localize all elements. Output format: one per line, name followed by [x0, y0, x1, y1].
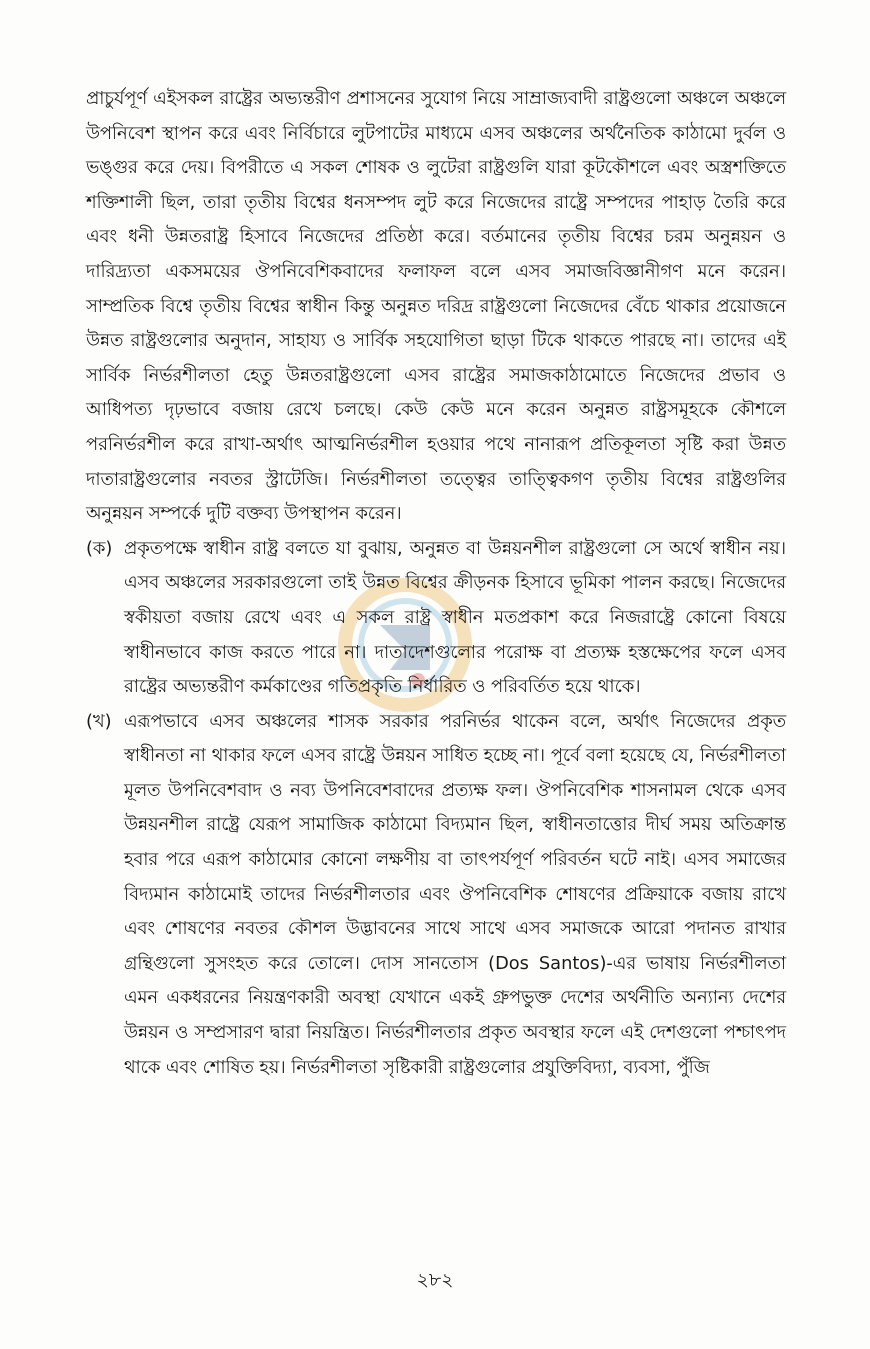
list-item-kha — [86, 705, 786, 1086]
list-marker: (খ) — [86, 710, 112, 732]
page-content — [86, 82, 786, 1085]
list-item-ka — [86, 532, 786, 705]
intro-paragraph: প্রাচুর্যপূর্ণ এইসকল রাষ্ট্রের অভ্যন্তরীণ প্রশাসনের সুযোগ নিয়ে সাম্রাজ্যবাদী রাষ্ট্রগুলো অঞ্চলে অঞ্চলে উপনিবেশ স্থাপন করে এবং নির্বিচারে লুটপাটের মাধ্যমে এসব অঞ্চলের অর্থনৈতিক কাঠামো দুর্বল ও ভঙ্গুর করে দেয়। বিপরীতে এ সকল শোষক ও লুটেরা রাষ্ট্রগুলি যারা কূটকৌশলে এবং অস্ত্রশক্তিতে শক্তিশালী ছিল, তারা তৃতীয় বিশ্বের ধনসম্পদ লুট করে নিজেদের রাষ্ট্রে সম্পদের পাহাড় তৈরি করে এবং ধনী উন্নতরাষ্ট্র হিসাবে নিজেদের প্রতিষ্ঠা করে। বর্তমানের তৃতীয় বিশ্বের চরম অনুন্নয়ন ও দারিদ্র্যতা একসময়ের ঔপনিবেশিকবাদের ফলাফল বলে এসব সমাজবিজ্ঞানীগণ মনে করেন। সাম্প্রতিক বিশ্বে তৃতীয় বিশ্বের স্বাধীন কিন্তু অনুন্নত দরিদ্র রাষ্ট্রগুলো নিজেদের বেঁচে থাকার প্রয়োজনে উন্নত রাষ্ট্রগুলোর অনুদান, সাহায্য ও সার্বিক সহযোগিতা ছাড়া টিকে থাকতে পারছে না। তাদের এই সার্বিক নির্ভরশীলতা হেতু উন্নতরাষ্ট্রগুলো এসব রাষ্ট্রের সমাজকাঠামোতে নিজেদের প্রভাব ও আধিপত্য দৃঢ়ভাবে বজায় রেখে চলছে। কেউ কেউ মনে করেন অনুন্নত রাষ্ট্রসমূহকে কৌশলে পরনির্ভরশীল করে রাখা-অর্থাৎ আত্মনির্ভরশীল হওয়ার পথে নানারূপ প্রতিকূলতা সৃষ্টি করা উন্নত দাতারাষ্ট্রগুলোর নবতর স্ট্রাটেজি। নির্ভরশীলতা তত্ত্বের তাত্ত্বিকগণ তৃতীয় বিশ্বের রাষ্ট্রগুলির অনুন্নয়ন সম্পর্কে দুটি বক্তব্য উপস্থাপন করেন। — [86, 88, 786, 525]
page-number: ২৮২ — [416, 1269, 454, 1291]
list-item-text: প্রকৃতপক্ষে স্বাধীন রাষ্ট্র বলতে যা বুঝায়, অনুন্নত বা উন্নয়নশীল রাষ্ট্রগুলো সে অর্থে স্বাধীন নয়। এসব অঞ্চলের সরকারগুলো তাই উন্নত বিশ্বের ক্রীড়নক হিসাবে ভূমিকা পালন করছে। নিজেদের স্বকীয়তা বজায় রেখে এবং এ সকল রাষ্ট্র স্বাধীন মতপ্রকাশ করে নিজরাষ্ট্রে কোনো বিষয়ে স্বাধীনভাবে কাজ করতে পারে না। দাতাদেশগুলোর পরোক্ষ বা প্রত্যক্ষ হস্তক্ষেপের ফলে এসব রাষ্ট্রের অভ্যন্তরীণ কর্মকাণ্ডের গতিপ্রকৃতি নির্ধারিত ও পরিবর্তিত হয়ে থাকে। — [124, 537, 786, 698]
list-item-text: এরূপভাবে এসব অঞ্চলের শাসক সরকার পরনির্ভর থাকেন বলে, অর্থাৎ নিজেদের প্রকৃত স্বাধীনতা না থাকার ফলে এসব রাষ্ট্রে উন্নয়ন সাধিত হচ্ছে না। পূর্বে বলা হয়েছে যে, নির্ভরশীলতা মূলত উপনিবেশবাদ ও নব্য উপনিবেশবাদের প্রত্যক্ষ ফল। ঔপনিবেশিক শাসনামল থেকে এসব উন্নয়নশীল রাষ্ট্রে যেরূপ সামাজিক কাঠামো বিদ্যমান ছিল, স্বাধীনতাত্তোর দীর্ঘ সময় অতিক্রান্ত হবার পরে এরূপ কাঠামোর কোনো লক্ষণীয় বা তাৎপর্যপূর্ণ পরিবর্তন ঘটে নাই। এসব সমাজের বিদ্যমান কাঠামোই তাদের নির্ভরশীলতার এবং ঔপনিবেশিক শোষণের প্রক্রিয়াকে বজায় রাখে এবং শোষণের নবতর কৌশল উদ্ভাবনের সাথে সাথে এসব সমাজকে আরো পদানত রাখার গ্রন্থিগুলো সুসংহত করে তোলে। দোস সানতোস (Dos Santos)-এর ভাষায় নির্ভরশীলতা এমন একধরনের নিয়ন্ত্রণকারী অবস্থা যেখানে একই গ্রুপভুক্ত দেশের অর্থনীতি অন্যান্য দেশের উন্নয়ন ও সম্প্রসারণ দ্বারা নিয়ন্ত্রিত। নির্ভরশীলতার প্রকৃত অবস্থার ফলে এই দেশগুলো পশ্চাৎপদ থাকে এবং শোষিত হয়। নির্ভরশীলতা সৃষ্টিকারী রাষ্ট্রগুলোর প্রযুক্তিবিদ্যা, ব্যবসা, পুঁজি — [124, 710, 786, 1078]
list-marker: (ক) — [86, 537, 113, 559]
